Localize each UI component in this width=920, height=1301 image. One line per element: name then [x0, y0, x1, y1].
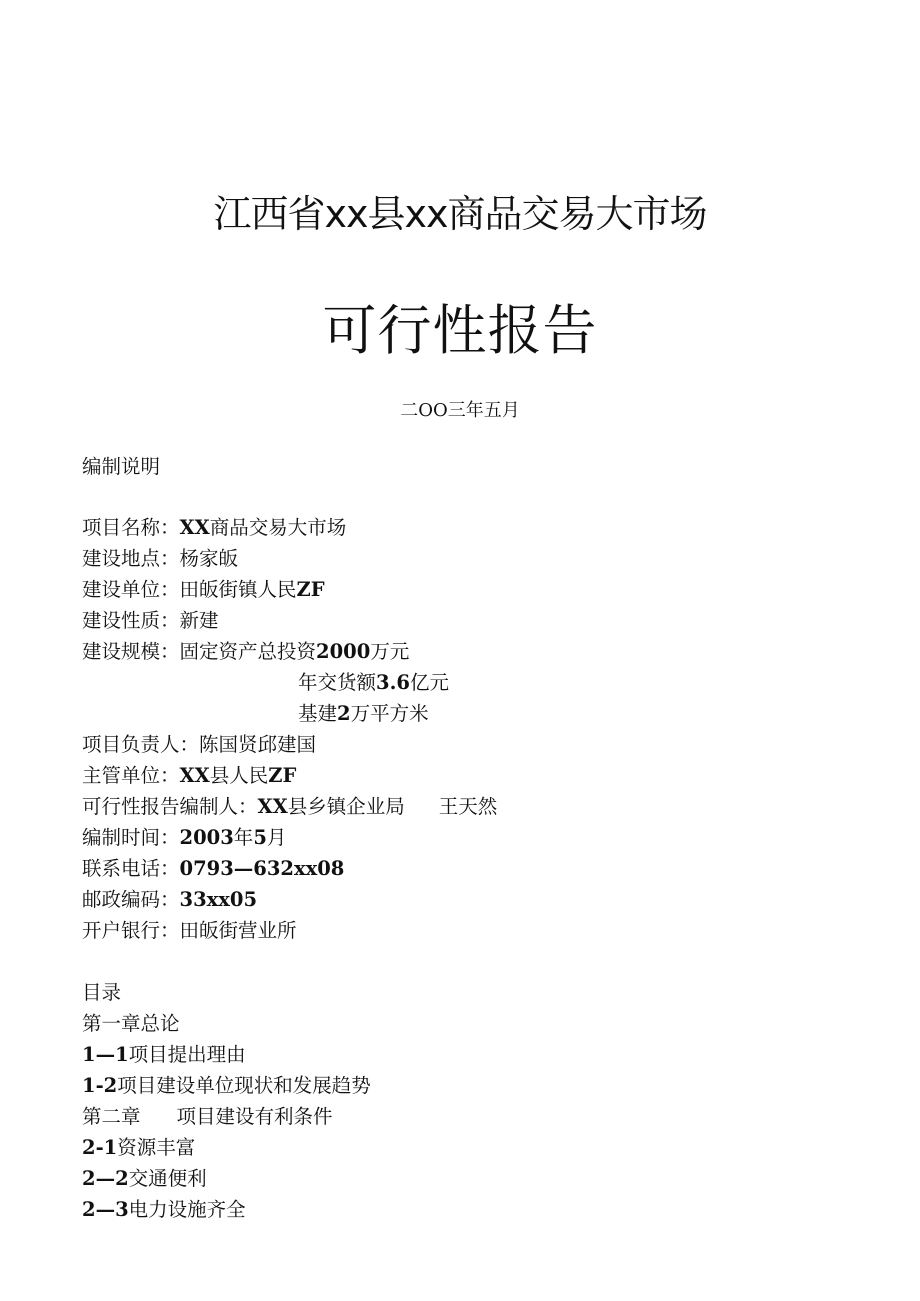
- scale-line1-post: 万元: [370, 640, 410, 663]
- phone-value: 0793—632xx08: [179, 857, 345, 880]
- postcode-row: [82, 887, 257, 913]
- postcode-value: 33xx05: [179, 888, 258, 911]
- postcode-label: 邮政编码：: [82, 888, 180, 911]
- toc-item-number: 2-1: [82, 1136, 118, 1159]
- toc-item-number: 2—2: [82, 1167, 129, 1190]
- time-year-suffix: 年: [233, 826, 254, 849]
- location-value: 杨家皈: [179, 547, 239, 570]
- scale-line3-post: 万平方米: [350, 702, 429, 725]
- nature-value: 新建: [179, 609, 219, 632]
- toc-item-number: 1-2: [82, 1074, 118, 1097]
- dept-bold: XX: [179, 764, 210, 787]
- toc-item-text: 交通便利: [128, 1167, 207, 1190]
- section-heading-preparation-notes: 编制说明: [82, 455, 161, 478]
- toc-heading: 目录: [82, 981, 122, 1004]
- location-label: 建设地点：: [82, 547, 180, 570]
- builder-row: [82, 577, 325, 603]
- bank-row: [82, 918, 297, 944]
- scale-line1-num: 2000: [316, 640, 371, 663]
- time-row: [82, 825, 286, 851]
- toc-item-number: 1—1: [82, 1043, 129, 1066]
- toc-item-text-2: 项目建设有利条件: [176, 1105, 333, 1128]
- nature-row: [82, 608, 219, 634]
- toc-item-number: 2—3: [82, 1198, 129, 1221]
- toc-item[interactable]: [82, 1166, 207, 1192]
- toc-item[interactable]: [82, 1073, 371, 1099]
- dept-row: [82, 763, 296, 789]
- scale-line3-pre: 基建: [298, 702, 338, 725]
- time-month: 5: [253, 826, 267, 849]
- scale-line2-num: 3.6: [376, 671, 410, 694]
- scale-label: 建设规模：: [82, 640, 180, 663]
- toc-item-text: 第一章总论: [82, 1012, 180, 1035]
- project-name-row: [82, 515, 346, 541]
- toc-item[interactable]: [82, 1135, 195, 1161]
- toc-item-text: 资源丰富: [117, 1136, 196, 1159]
- toc-item[interactable]: [82, 1011, 180, 1037]
- scale-row-3: [298, 701, 429, 727]
- author-label: 可行性报告编制人：: [82, 795, 258, 818]
- project-name-label: 项目名称：: [82, 516, 180, 539]
- project-name-bold: XX: [179, 516, 210, 539]
- author-name: 王天然: [438, 795, 498, 818]
- toc-item-text: 项目建设单位现状和发展趋势: [117, 1074, 371, 1097]
- toc-item[interactable]: [82, 1042, 246, 1068]
- toc-item-text: 电力设施齐全: [128, 1198, 246, 1221]
- leader-value: 陈国贤邱建国: [199, 733, 317, 756]
- author-org: 县乡镇企业局: [287, 795, 405, 818]
- toc-item-text: 第二章: [82, 1105, 141, 1128]
- dept-bold-2: ZF: [268, 764, 297, 787]
- toc-item[interactable]: [82, 1197, 246, 1223]
- phone-label: 联系电话：: [82, 857, 180, 880]
- author-row: [82, 794, 497, 820]
- builder-label: 建设单位：: [82, 578, 180, 601]
- time-year: 2003: [179, 826, 234, 849]
- document-date: 二OO三年五月: [400, 400, 520, 421]
- dept-value: 县人民: [209, 764, 269, 787]
- leader-row: [82, 732, 316, 758]
- dept-label: 主管单位：: [82, 764, 180, 787]
- toc-item-text: 项目提出理由: [128, 1043, 246, 1066]
- builder-value: 田皈街镇人民: [179, 578, 297, 601]
- toc-item[interactable]: [82, 1104, 333, 1130]
- time-label: 编制时间：: [82, 826, 180, 849]
- document-title: 江西省xx县xx商品交易大市场: [213, 192, 707, 236]
- scale-line2-post: 亿元: [409, 671, 449, 694]
- nature-label: 建设性质：: [82, 609, 180, 632]
- author-bold: XX: [257, 795, 288, 818]
- scale-row: [82, 639, 409, 665]
- scale-line3-num: 2: [337, 702, 351, 725]
- phone-row: [82, 856, 344, 882]
- document-subtitle: 可行性报告: [322, 299, 598, 362]
- scale-row-2: [298, 670, 449, 696]
- bank-value: 田皈街营业所: [179, 919, 297, 942]
- builder-value-bold: ZF: [296, 578, 325, 601]
- bank-label: 开户银行：: [82, 919, 180, 942]
- scale-line2-pre: 年交货额: [298, 671, 377, 694]
- time-month-suffix: 月: [266, 826, 287, 849]
- scale-line1-pre: 固定资产总投资: [179, 640, 317, 663]
- leader-label: 项目负责人：: [82, 733, 200, 756]
- location-row: [82, 546, 238, 572]
- project-name-value: 商品交易大市场: [209, 516, 347, 539]
